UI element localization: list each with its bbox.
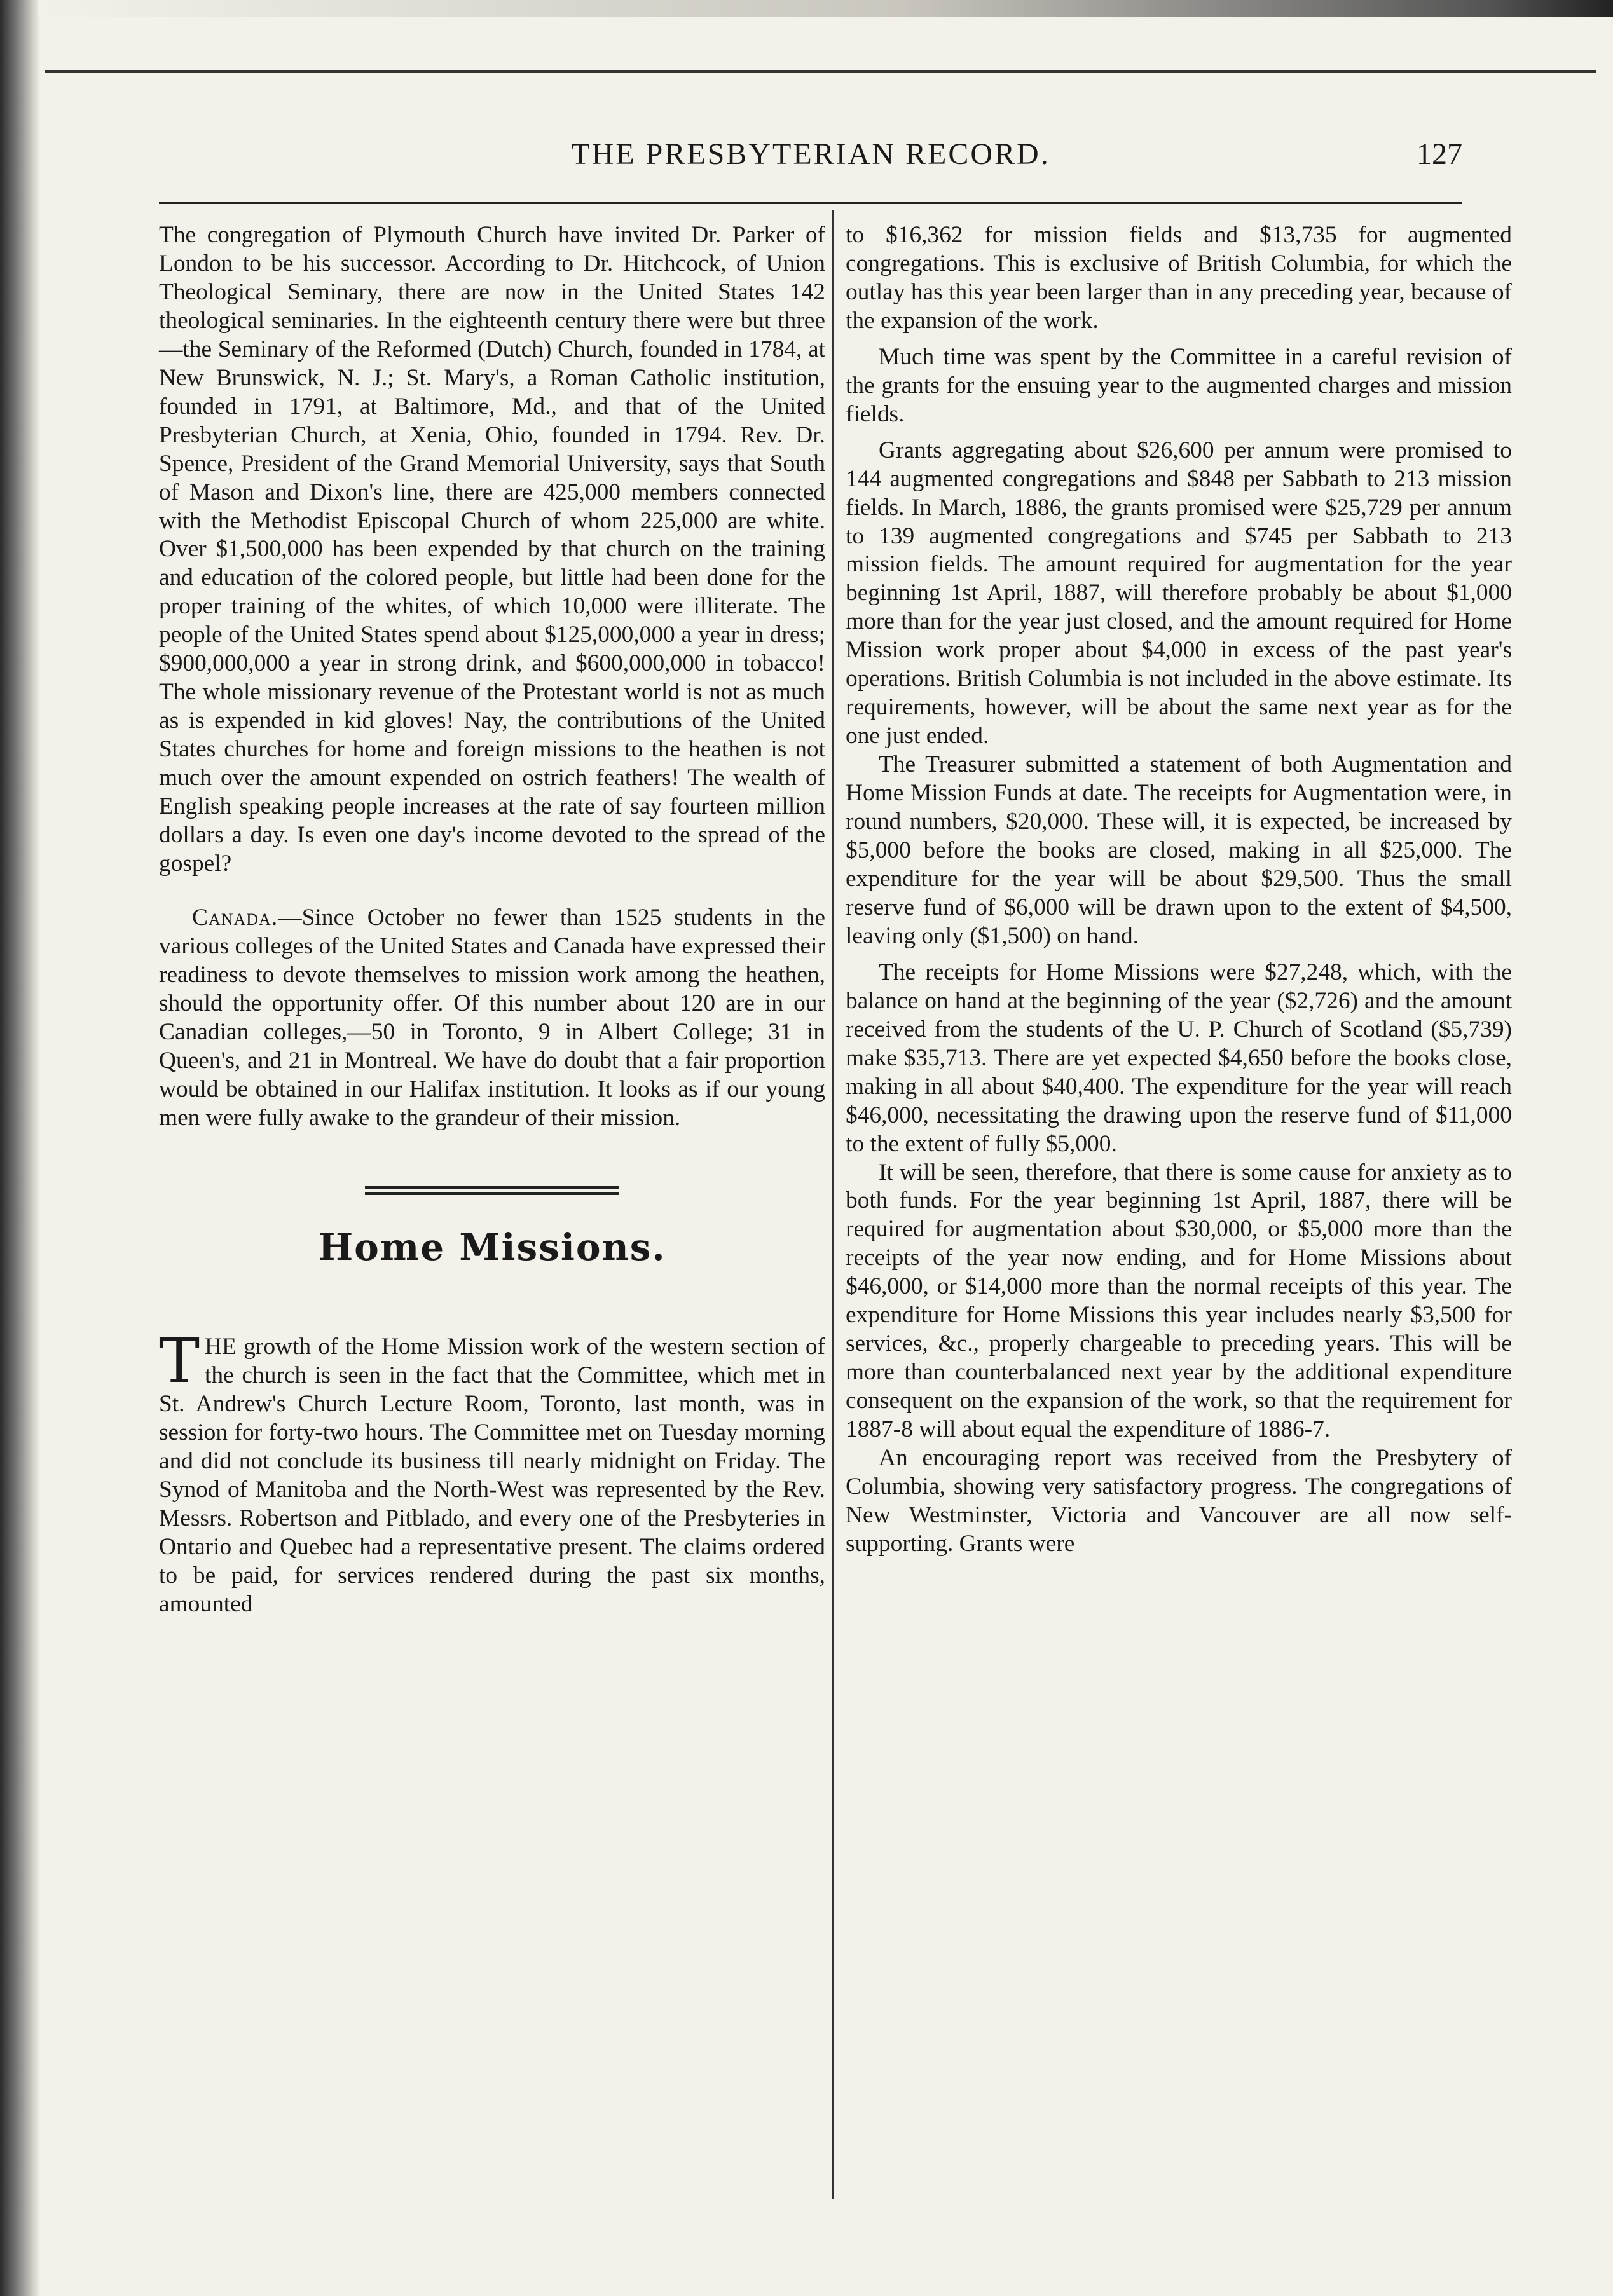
right-column xyxy=(846,221,1512,1559)
drop-cap: T xyxy=(159,1325,200,1397)
right-paragraph-4: The Treasurer submitted a statement of both Augmentation and Home Mission Funds at date. The receipts for Augmentation were, in round numbers, $20,000. These will, it is expected, be increased by $5,000 before the books are closed, making in all $25,000. The expenditure for the year will be about $29,500. Thus the small reserve fund of $6,000 will be drawn upon to the extent of $4,500, leaving only ($1,500) on hand. xyxy=(846,751,1512,949)
header-rule xyxy=(159,202,1462,204)
canada-text: —Since October no fewer than 1525 students in the various colleges of the United States and Canada have expressed their readiness to devote themselves to mission work among the heathen, should the opportunity offer. Of this number about 120 are in our Canadian colleges,—50 in Toronto, 9 in Albert College; 31 in Queen's, and 21 in Montreal. We have do doubt that a fair proportion would be obtained in our Halifax institution. It looks as if our young men were fully awake to the grandeur of their mission. xyxy=(159,904,825,1131)
right-paragraph-7: An encouraging report was received from the Presbytery of Columbia, showing very satisfactory progress. The congregations of New Westminster, Victoria and Vancouver are all now self-supporting. Grants were xyxy=(846,1445,1512,1557)
page-header xyxy=(159,130,1462,188)
home-missions-paragraph xyxy=(159,1325,825,1619)
binding-edge-shadow xyxy=(0,0,41,2296)
right-paragraph-5: The receipts for Home Missions were $27,248, which, with the balance on hand at the beginning of the year ($2,726) and the amount received from the students of the U. P. Church of Scotland ($5,739) make $35,713. There are yet expected $4,650 before the books close, making in all about $40,400. The expenditure for the year will reach $46,000, necessitating the drawing upon the reserve fund of $11,000 to the extent of fully $5,000. xyxy=(846,959,1512,1157)
right-paragraph-1: to $16,362 for mission fields and $13,735 for augmented congregations. This is exclusive of British Columbia, for which the outlay has this year been larger than in any preceding year, because of the expansion of the work. xyxy=(846,222,1512,334)
plymouth-church-paragraph: The congregation of Plymouth Church have invited Dr. Parker of London to be his successor. According to Dr. Hitchcock, of Union Theological Seminary, there are now in the United States 142 theological seminaries. In the eighteenth century there were but three—the Seminary of the Reformed (Dutch) Church, founded in 1784, at New Brunswick, N. J.; St. Mary's, a Roman Catholic institution, founded in 1791, at Baltimore, Md., and that of the United Presbyterian Church, at Xenia, Ohio, founded in 1794. Rev. Dr. Spence, President of the Grand Memorial University, says that South of Mason and Dixon's line, there are 425,000 members connected with the Methodist Episcopal Church of whom 225,000 are white. Over $1,500,000 has been expended by that church on the training and education of the colored people, but little had been done for the proper training of the whites, of which 10,000 were illiterate. The people of the United States spend about $125,000,000 a year in dress; $900,000,000 a year in strong drink, and $600,000,000 in tobacco! The whole missionary revenue of the Protestant world is not as much as is expended in kid gloves! Nay, the contributions of the United States churches for home and foreign missions to the heathen is not much over the amount expended on ostrich feathers! The wealth of English speaking people increases at the rate of say fourteen million dollars a day. Is even one day's income devoted to the spread of the gospel? xyxy=(159,222,825,877)
column-divider xyxy=(832,210,834,2199)
top-edge-shadow xyxy=(38,0,1613,17)
home-missions-text: HE growth of the Home Mission work of the western section of the church is seen in the fact that the Committee, which met in St. Andrew's Church Lecture Room, Toronto, last month, was in session for forty-two hours. The Committee met on Tuesday morning and did not conclude its business till nearly midnight on Friday. The Synod of Manitoba and the North-West was represented by the Rev. Messrs. Robertson and Pitblado, and every one of the Presbyteries in Ontario and Quebec had a representative present. The claims ordered to be paid, for services rendered during the past six months, amounted xyxy=(159,1334,825,1617)
section-ornament-rule xyxy=(365,1186,619,1196)
section-heading: Home Missions. xyxy=(318,1225,666,1269)
running-title: THE PRESBYTERIAN RECORD. xyxy=(571,137,1050,171)
canada-label: Canada. xyxy=(192,904,278,931)
right-paragraph-3: Grants aggregating about $26,600 per annum were promised to 144 augmented congregations and $848 per Sabbath to 213 mission fields. In March, 1886, the grants promised were $25,729 per annum to 139 augmented congregations and $745 per Sabbath to 213 mission fields. The amount required for augmentation for the year beginning 1st April, 1887, will therefore probably be about $1,000 more than for the year just closed, and the amount required for Home Mission work proper about $4,000 in excess of the past year's operations. British Columbia is not included in the above estimate. Its requirements, however, will be about the same next year as for the one just ended. xyxy=(846,437,1512,749)
right-paragraph-6: It will be seen, therefore, that there is some cause for anxiety as to both funds. For the year beginning 1st April, 1887, there will be required for augmentation about $30,000, or $5,000 more than the receipts of the year now ending, and for Home Missions about $46,000, or $14,000 more than the normal receipts of this year. The expenditure for Home Missions this year includes nearly $3,500 for services, &c., properly chargeable to preceding years. This will be more than counterbalanced next year by the additional expenditure consequent on the expansion of the work, so that the requirement for 1887-8 will about equal the expenditure of 1886-7. xyxy=(846,1159,1512,1443)
left-column xyxy=(159,221,825,1619)
right-paragraph-2: Much time was spent by the Committee in a careful revision of the grants for the ensuing year to the augmented charges and mission fields. xyxy=(846,343,1512,427)
top-border-rule xyxy=(45,70,1596,73)
canada-paragraph xyxy=(159,904,825,1133)
page-number: 127 xyxy=(1417,137,1462,171)
